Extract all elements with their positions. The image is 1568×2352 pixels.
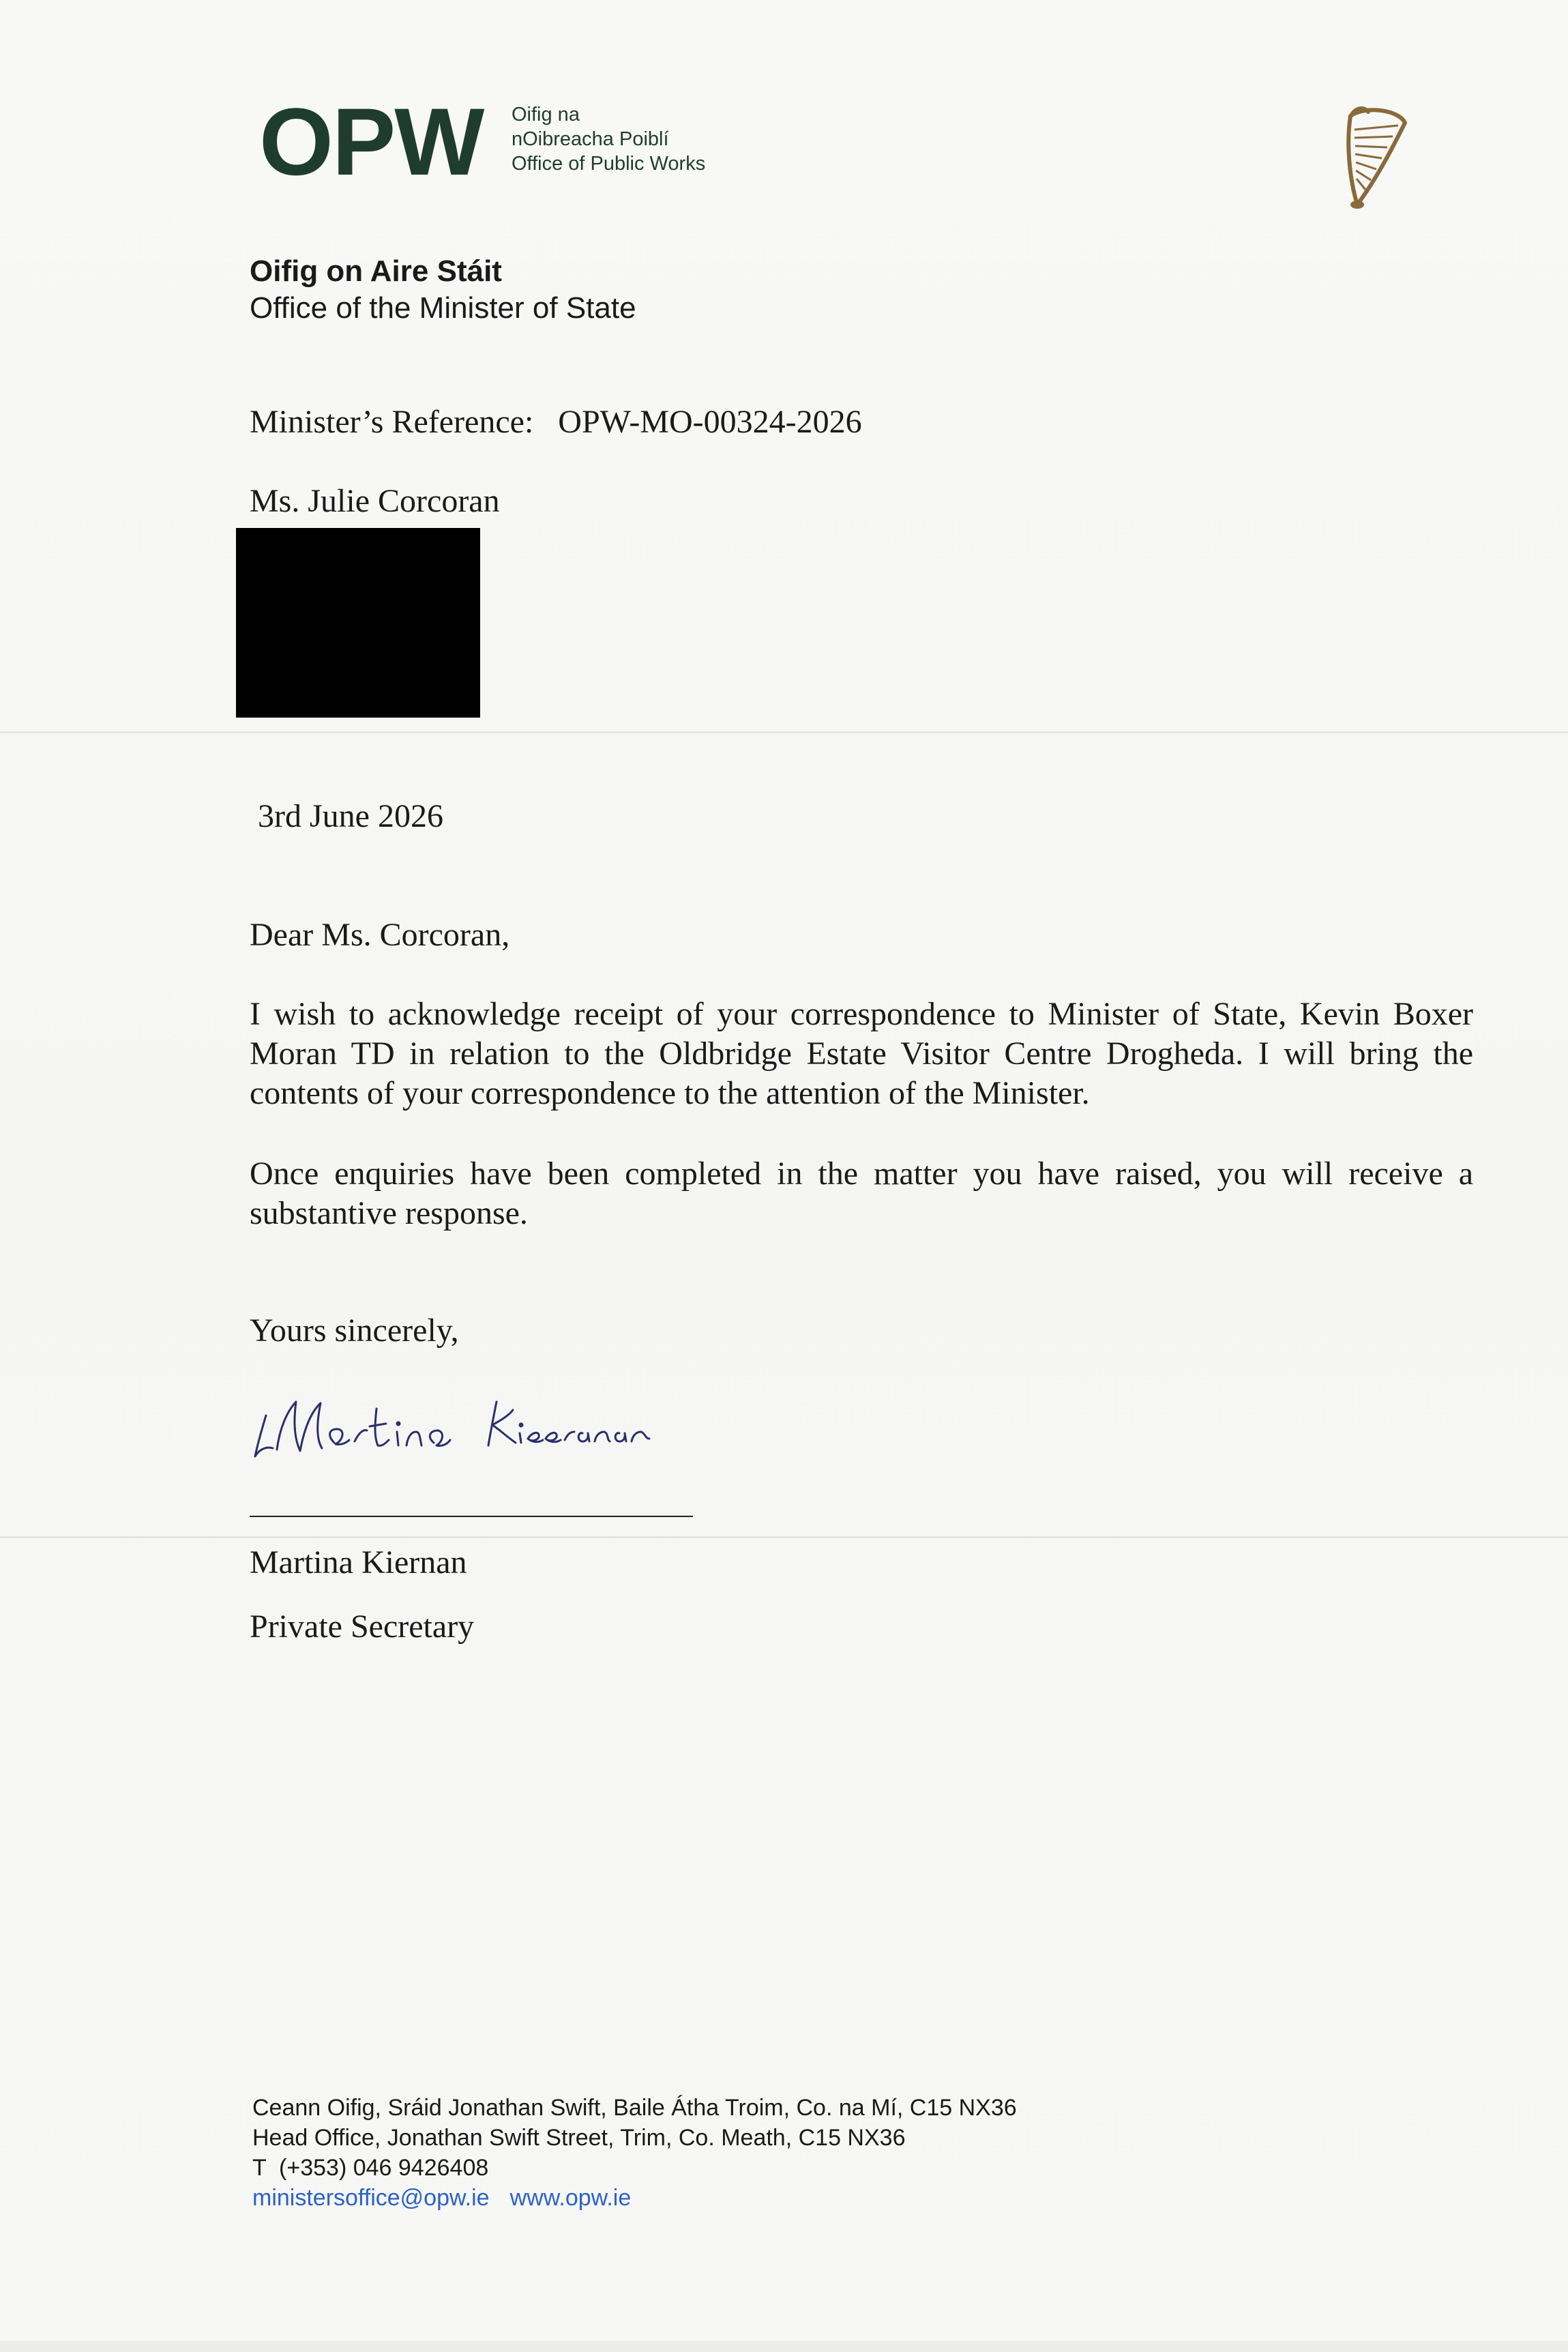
signature-line <box>250 1516 693 1517</box>
opw-logo-text <box>512 102 705 176</box>
closing: Yours sincerely, <box>250 1312 459 1349</box>
paper-edge <box>0 2341 1568 2352</box>
paper-fold <box>0 1536 1568 1538</box>
minister-reference <box>250 402 862 442</box>
logo-line: Office of Public Works <box>512 153 706 175</box>
signer-title: Private Secretary <box>250 1608 475 1645</box>
footer-contact <box>252 2093 1017 2213</box>
redacted-address <box>236 528 480 718</box>
recipient-name: Ms. Julie Corcoran <box>250 483 500 519</box>
paper-fold <box>0 731 1568 733</box>
footer-phone: T (+353) 046 9426408 <box>252 2155 489 2181</box>
office-name-irish: Oifig on Aire Stáit <box>250 254 502 288</box>
body-paragraph: I wish to acknowledge receipt of your correspondence to Minister of State, Kevin Boxer Moran TD in relation to the Oldbridge Estate Visitor Centre Drogheda. I will bring the contents of your correspondence to the attention of the Minister. <box>250 996 1473 1111</box>
email-link[interactable]: ministersoffice@opw.ie <box>252 2185 490 2211</box>
logo-line: Oifig na <box>512 104 580 126</box>
footer-address-irish: Ceann Oifig, Sráid Jonathan Swift, Baile Átha Troim, Co. na Mí, C15 NX36 <box>252 2095 1017 2121</box>
letter-date: 3rd June 2026 <box>258 798 443 834</box>
logo-line: nOibreacha Poiblí <box>512 128 669 150</box>
footer-links <box>252 2183 1017 2213</box>
signer-name: Martina Kiernan <box>250 1544 467 1581</box>
office-name-english: Office of the Minister of State <box>250 291 636 325</box>
reference-label: Minister’s Reference: <box>250 404 534 440</box>
handwritten-signature <box>246 1375 668 1470</box>
reference-value: OPW-MO-00324-2026 <box>558 404 862 440</box>
salutation: Dear Ms. Corcoran, <box>250 917 510 953</box>
footer-address-english: Head Office, Jonathan Swift Street, Trim, Co. Meath, C15 NX36 <box>252 2125 906 2151</box>
body-paragraph: Once enquiries have been completed in the matter you have raised, you will receive a substantive response. <box>250 1156 1473 1231</box>
harp-icon <box>1337 102 1412 211</box>
website-link[interactable]: www.opw.ie <box>509 2185 632 2211</box>
opw-logo: OPW <box>259 88 484 195</box>
